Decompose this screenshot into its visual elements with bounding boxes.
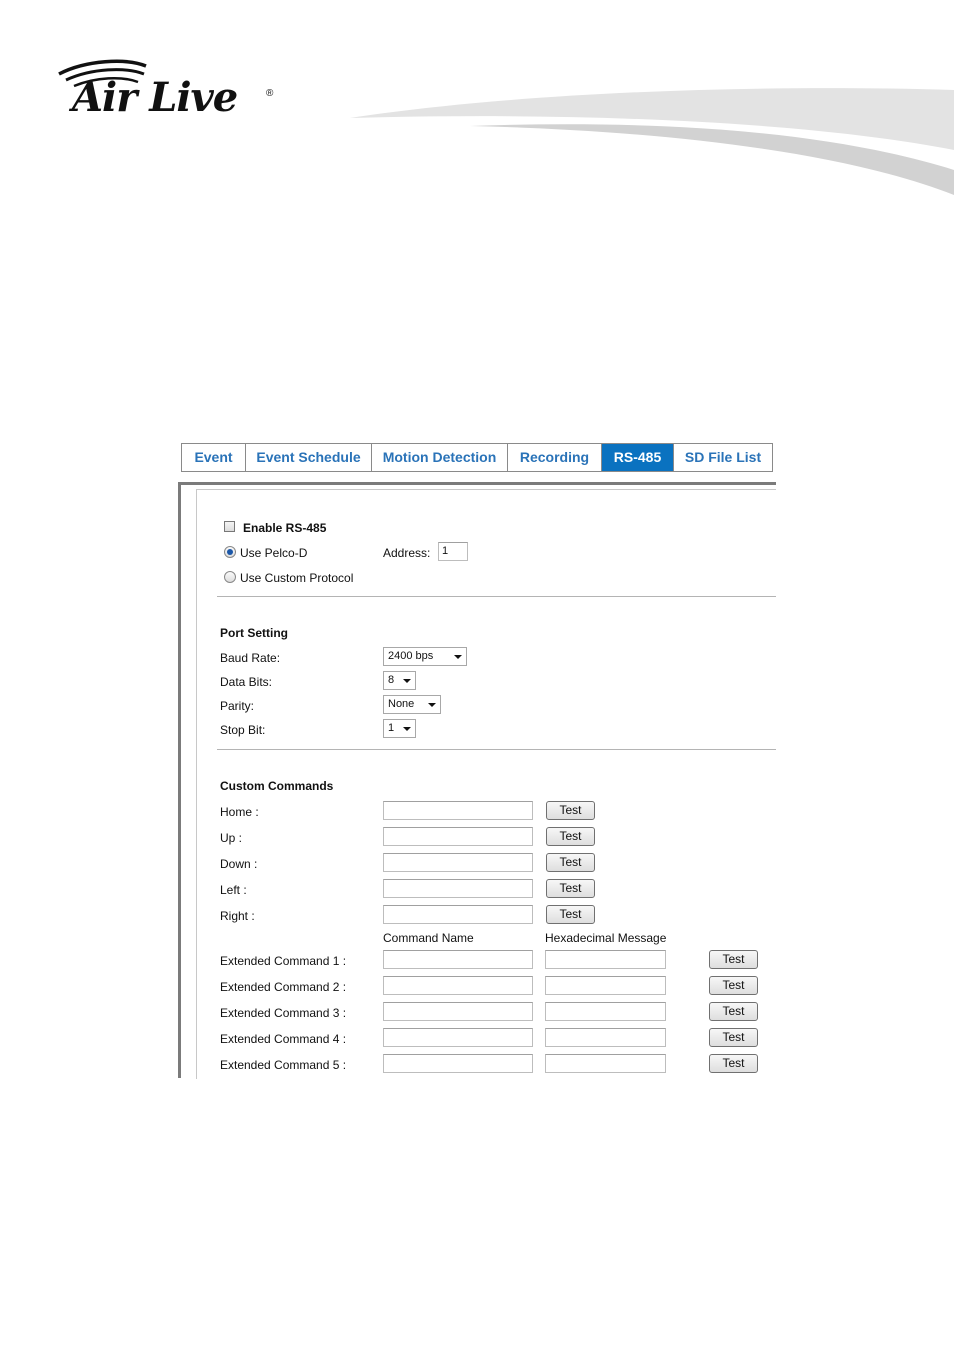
tab-sd-file-list[interactable]: SD File List — [674, 444, 773, 471]
use-custom-protocol-label: Use Custom Protocol — [240, 571, 354, 585]
extended-command-3-test-button[interactable]: Test — [709, 1002, 758, 1021]
chevron-down-icon — [454, 655, 462, 659]
tab-motion-detection[interactable]: Motion Detection — [372, 444, 508, 471]
chevron-down-icon — [403, 727, 411, 731]
command-name-header: Command Name — [383, 931, 474, 945]
extended-command-3-name-input[interactable] — [383, 1002, 533, 1021]
down-test-button[interactable]: Test — [546, 853, 595, 872]
right-input[interactable] — [383, 905, 533, 924]
brand-wordmark: Air Live — [72, 74, 238, 121]
home-input[interactable] — [383, 801, 533, 820]
extended-command-4-label: Extended Command 4 : — [220, 1032, 347, 1046]
parity-value: None — [388, 698, 415, 710]
enable-rs485-checkbox[interactable] — [224, 521, 235, 532]
tab-recording[interactable]: Recording — [508, 444, 602, 471]
extended-command-5-test-button[interactable]: Test — [709, 1054, 758, 1073]
divider — [217, 596, 776, 597]
data-bits-label: Data Bits: — [220, 675, 273, 689]
chevron-down-icon — [428, 703, 436, 707]
up-input[interactable] — [383, 827, 533, 846]
extended-command-2-label: Extended Command 2 : — [220, 980, 347, 994]
extended-command-5-label: Extended Command 5 : — [220, 1058, 347, 1072]
divider — [217, 749, 776, 750]
address-input[interactable]: 1 — [438, 542, 468, 561]
port-setting-title: Port Setting — [220, 626, 288, 640]
baud-rate-select[interactable] — [383, 647, 467, 666]
data-bits-select[interactable] — [383, 671, 416, 690]
up-test-button[interactable]: Test — [546, 827, 595, 846]
custom-commands-title: Custom Commands — [220, 779, 334, 793]
extended-command-2-name-input[interactable] — [383, 976, 533, 995]
parity-label: Parity: — [220, 699, 255, 713]
chevron-down-icon — [403, 679, 411, 683]
extended-command-5-hex-input[interactable] — [545, 1054, 666, 1073]
extended-command-1-hex-input[interactable] — [545, 950, 666, 969]
parity-select[interactable] — [383, 695, 441, 714]
down-input[interactable] — [383, 853, 533, 872]
right-test-button[interactable]: Test — [546, 905, 595, 924]
home-test-button[interactable]: Test — [546, 801, 595, 820]
tab-event[interactable]: Event — [182, 444, 246, 471]
left-label: Left : — [220, 883, 247, 897]
extended-command-4-name-input[interactable] — [383, 1028, 533, 1047]
extended-command-1-name-input[interactable] — [383, 950, 533, 969]
stop-bit-value: 1 — [388, 722, 395, 734]
extended-command-4-test-button[interactable]: Test — [709, 1028, 758, 1047]
left-test-button[interactable]: Test — [546, 879, 595, 898]
right-label: Right : — [220, 909, 255, 923]
home-label: Home : — [220, 805, 259, 819]
down-label: Down : — [220, 857, 258, 871]
extended-command-2-hex-input[interactable] — [545, 976, 666, 995]
extended-command-3-label: Extended Command 3 : — [220, 1006, 347, 1020]
baud-rate-label: Baud Rate: — [220, 651, 281, 665]
airlive-logo — [56, 58, 286, 128]
left-input[interactable] — [383, 879, 533, 898]
use-custom-protocol-radio[interactable] — [224, 571, 236, 583]
extended-command-5-name-input[interactable] — [383, 1054, 533, 1073]
registered-mark: ® — [266, 88, 274, 99]
hexadecimal-message-header: Hexadecimal Message — [545, 931, 667, 945]
baud-rate-value: 2400 bps — [388, 650, 434, 662]
use-pelco-d-label: Use Pelco-D — [240, 546, 308, 560]
data-bits-value: 8 — [388, 674, 395, 686]
stop-bit-select[interactable] — [383, 719, 416, 738]
enable-rs485-label: Enable RS-485 — [243, 521, 327, 535]
tab-event-schedule[interactable]: Event Schedule — [246, 444, 372, 471]
extended-command-2-test-button[interactable]: Test — [709, 976, 758, 995]
use-pelco-d-radio[interactable] — [224, 546, 236, 558]
up-label: Up : — [220, 831, 243, 845]
extended-command-4-hex-input[interactable] — [545, 1028, 666, 1047]
extended-command-1-test-button[interactable]: Test — [709, 950, 758, 969]
tab-bar — [181, 443, 773, 472]
extended-command-3-hex-input[interactable] — [545, 1002, 666, 1021]
address-label: Address: — [383, 546, 431, 560]
tab-rs485[interactable]: RS-485 — [602, 444, 674, 471]
extended-command-1-label: Extended Command 1 : — [220, 954, 347, 968]
stop-bit-label: Stop Bit: — [220, 723, 266, 737]
